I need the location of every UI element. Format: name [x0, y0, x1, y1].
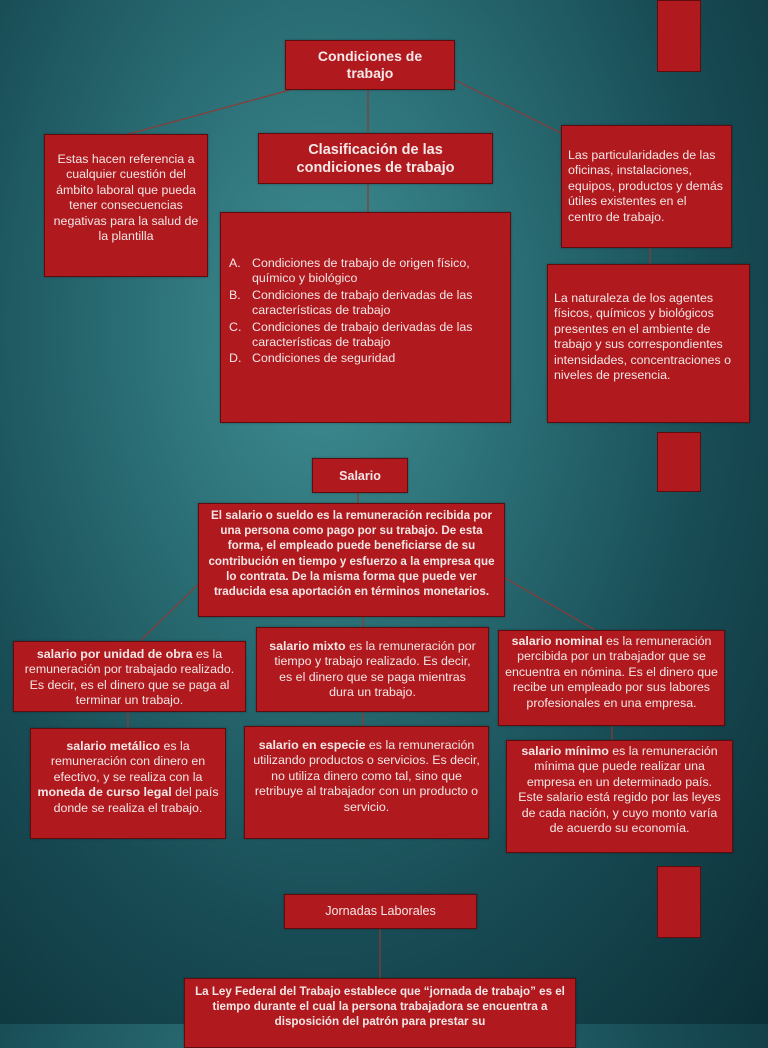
- jornadas-title-box: [284, 894, 477, 929]
- connector-line: [455, 80, 565, 135]
- clasificacion-title-box: [258, 133, 493, 184]
- clasificacion-list-box: [220, 212, 511, 423]
- salario-definition: El salario o sueldo es la remuneración recibida por una persona como pago por su trabajo. De esta forma, el empleado puede beneficiarse de su contribución en tiempo y esfuerzo a la empresa que lo contrata. De la misma forma que puede ver traducida esa aportación en términos monetarios.: [208, 509, 495, 599]
- clasificacion-title: Clasificación de las condiciones de trabajo: [296, 142, 455, 176]
- clasificacion-item: D. Condiciones de seguridad: [229, 351, 396, 366]
- jornadas-definition: La Ley Federal del Trabajo establece que “jornada de trabajo” es el tiempo durante el cual la persona trabajadora se encuentra a disposición del patrón para prestar su: [195, 985, 565, 1029]
- salario-mixto-box: [256, 627, 489, 712]
- clasificacion-item: C. Condiciones de trabajo derivadas de las características de trabajo: [229, 319, 473, 350]
- salario-especie-box: [244, 726, 489, 839]
- condiciones-title: Condiciones de trabajo: [317, 48, 423, 81]
- salario-nominal-box: [498, 630, 725, 726]
- salario-metalico-text-b: del país donde se realiza el trabajo.: [53, 785, 219, 815]
- salario-especie-term: salario en especie: [258, 738, 366, 752]
- jornadas-definition-box: [184, 978, 576, 1048]
- decorative-bar-bottom: [657, 866, 701, 938]
- decorative-bar-middle: [657, 432, 701, 492]
- salario-metalico-term: salario metálico: [66, 739, 161, 753]
- salario-definition-box: [198, 503, 505, 617]
- clasificacion-item: B. Condiciones de trabajo derivadas de las características de trabajo: [229, 287, 473, 318]
- jornadas-title: Jornadas Laborales: [325, 904, 436, 918]
- instalaciones-text: Las particularidades de las oficinas, instalaciones, equipos, productos y demás útiles existentes en el centro de trabajo.: [568, 148, 723, 224]
- clasificacion-list: [225, 256, 502, 367]
- salario-minimo-text: es la remuneración mínima que puede realizar una empresa en un determinado país. Este salario está regido por las leyes de cada nación, y cuyo monto varía de acuerdo su economía.: [518, 744, 721, 836]
- salario-mixto-text: es la remuneración por tiempo y trabajo realizado. Es decir, es el dinero que se paga mientras dura un trabajo.: [274, 639, 476, 700]
- salario-unidad-obra-box: [13, 641, 246, 712]
- salario-mixto-term: salario mixto: [269, 639, 346, 653]
- salario-nominal-text: es la remuneración percibida por un trabajador que se encuentra en nómina. Es el dinero que recibe un empleado por sus labores profesionales en una empresa.: [505, 634, 718, 710]
- salario-minimo-term: salario mínimo: [521, 744, 609, 758]
- salario-metalico-term-b: moneda de curso legal: [37, 785, 172, 800]
- salario-minimo-box: [506, 740, 733, 853]
- salario-unidad-obra-text: es la remuneración por trabajado realizado. Es decir, es el dinero que se paga al terminar un trabajo.: [24, 647, 235, 708]
- salario-unidad-obra-term: salario por unidad de obra: [36, 647, 193, 661]
- condiciones-description-box: [44, 134, 208, 277]
- condiciones-description: Estas hacen referencia a cualquier cuestión del ámbito laboral que pueda tener consecuencias negativas para la salud de la plantilla: [53, 152, 199, 244]
- agentes-text: La naturaleza de los agentes físicos, químicos y biológicos presentes en el ambiente de trabajo y sus correspondientes intensidades, concentraciones o niveles de presencia.: [554, 291, 732, 383]
- instalaciones-box: [561, 125, 732, 248]
- salario-title: Salario: [339, 469, 381, 483]
- salario-metalico-box: [30, 728, 226, 839]
- decorative-bar-top: [657, 0, 701, 72]
- connector-line: [505, 578, 595, 630]
- agentes-box: [547, 264, 750, 423]
- connector-line: [140, 578, 205, 641]
- clasificacion-item: A. Condiciones de trabajo de origen físico, químico y biológico: [229, 256, 470, 286]
- connector-line: [125, 90, 290, 135]
- salario-nominal-term: salario nominal: [511, 634, 603, 648]
- salario-especie-text: es la remuneración utilizando productos o servicios. Es decir, no utiliza dinero como tal, sino que retribuye al trabajador con un producto o servicio.: [253, 738, 480, 814]
- salario-title-box: [312, 458, 408, 493]
- condiciones-title-box: [285, 40, 455, 90]
- salario-metalico-text-a: es la remuneración con dinero en efectivo, y se realiza con la: [50, 739, 206, 784]
